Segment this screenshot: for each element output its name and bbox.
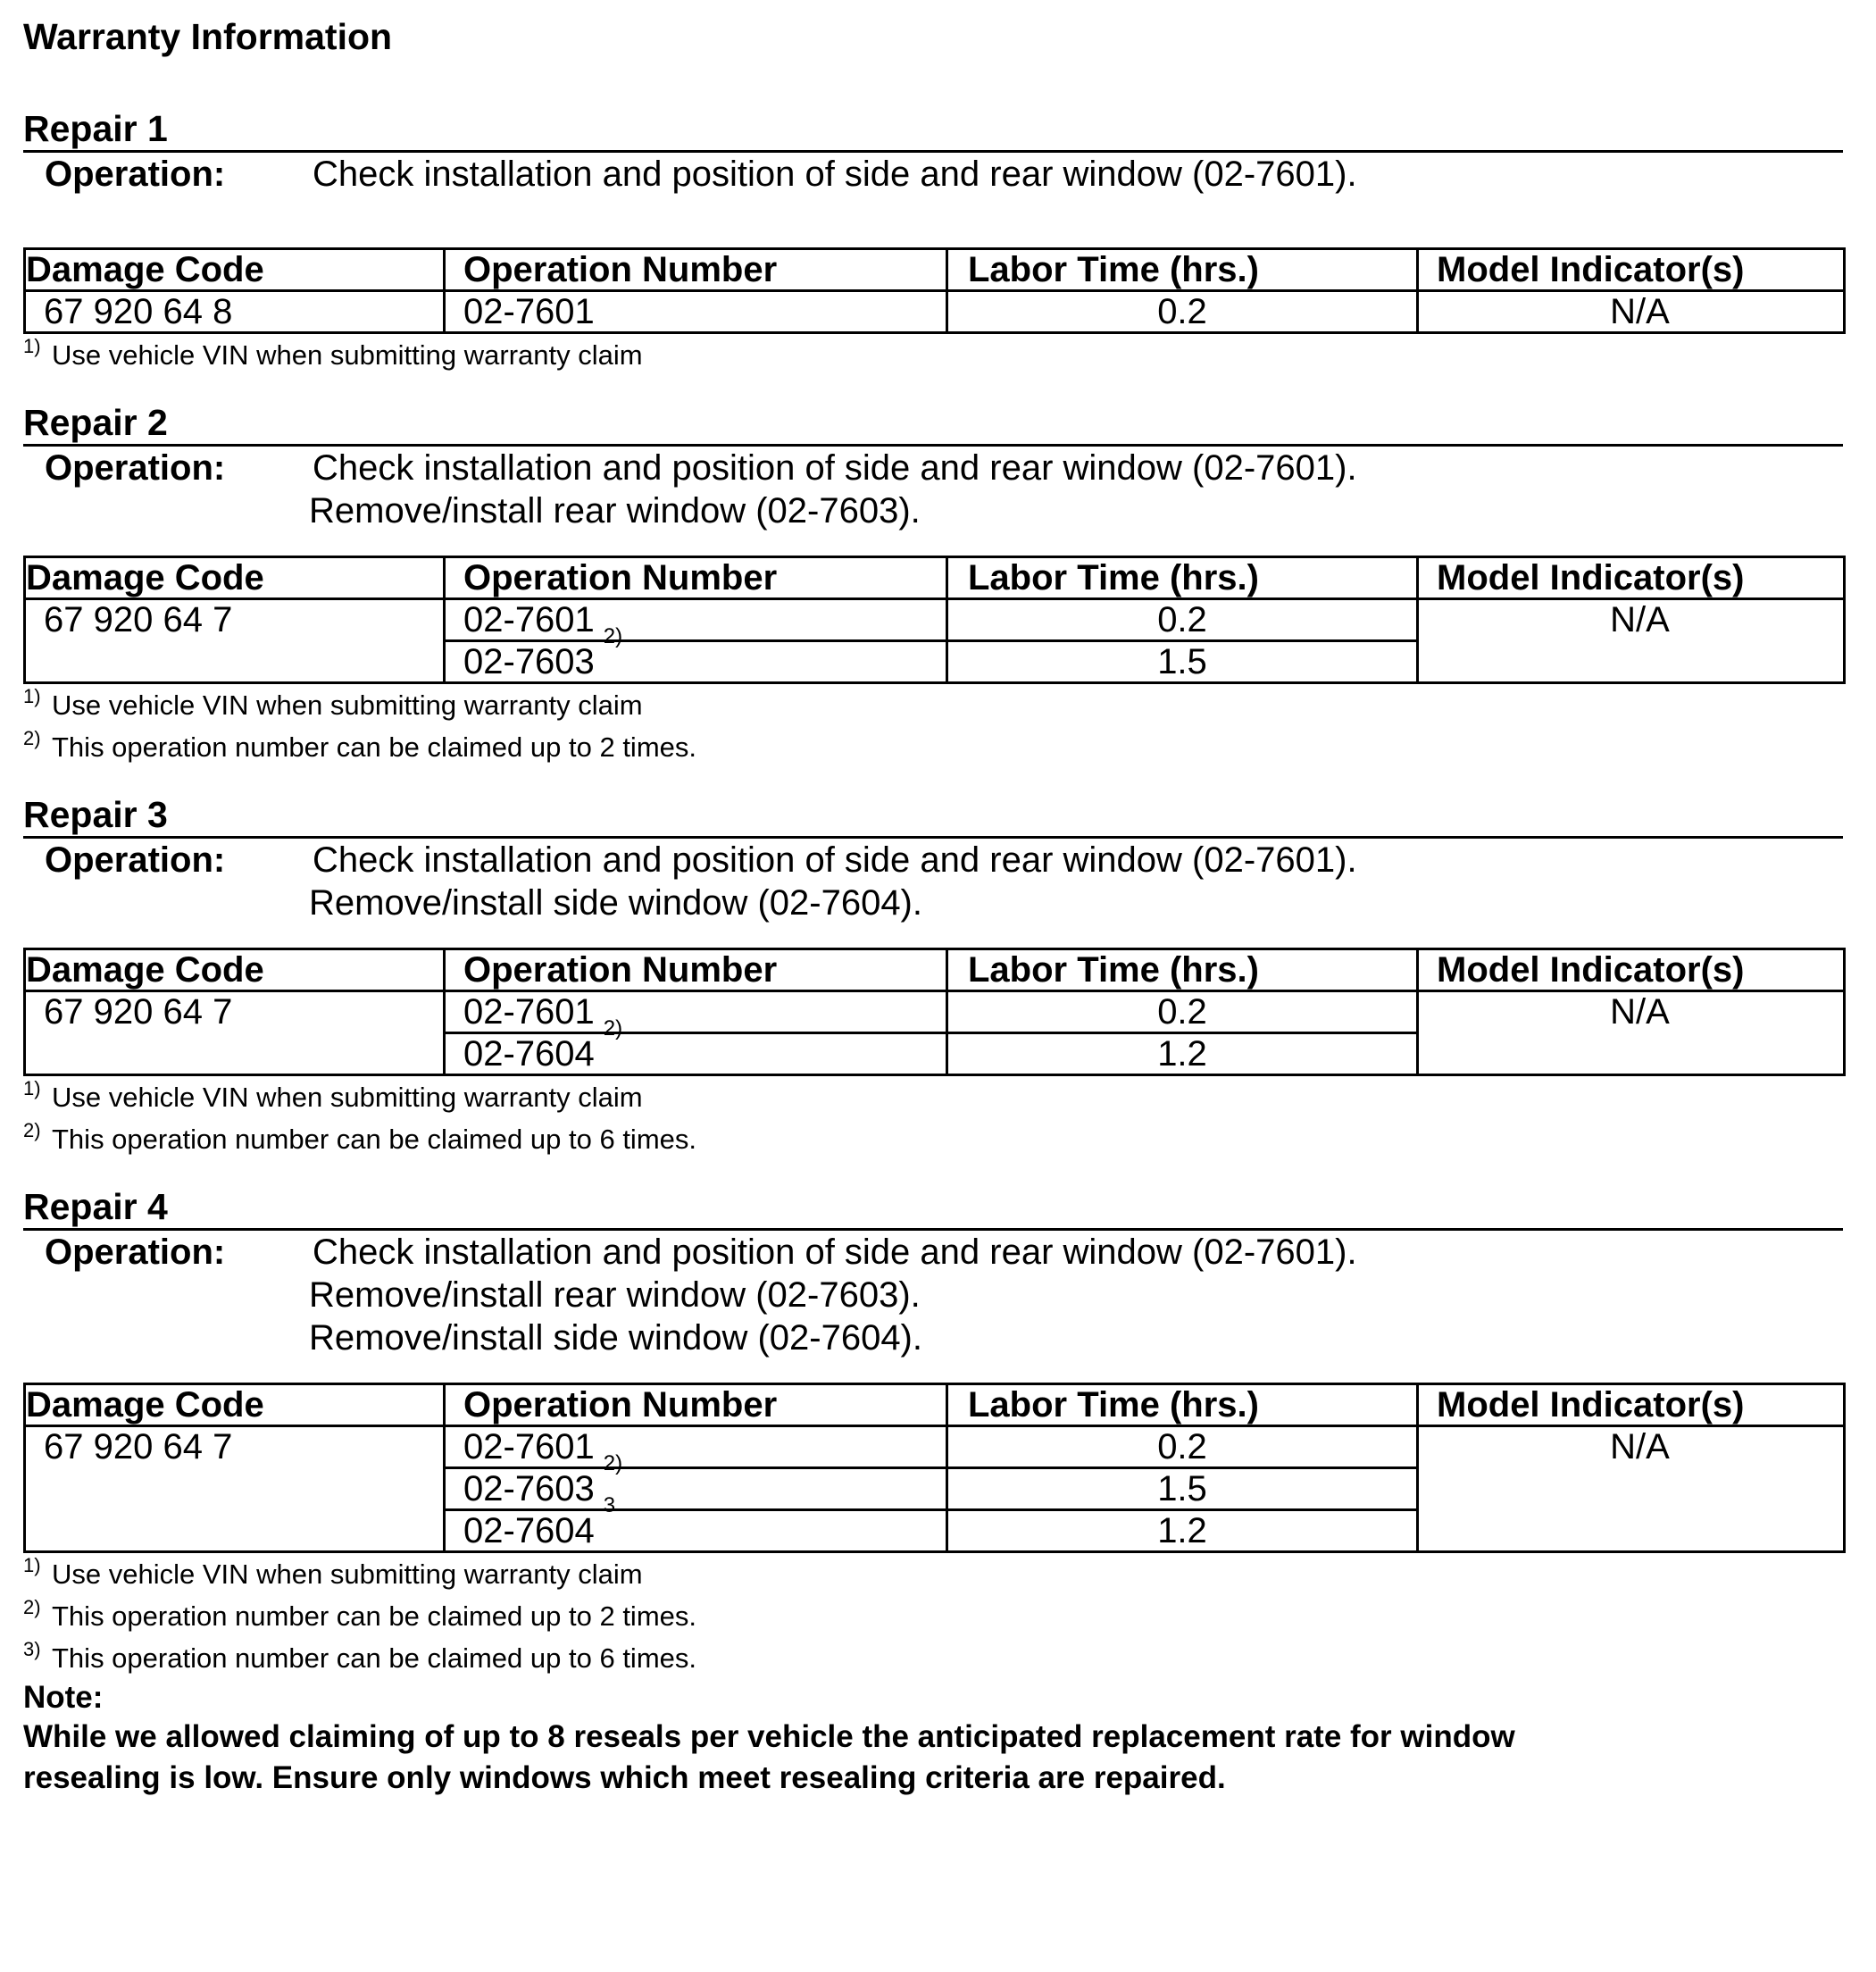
operation-block (23, 447, 1843, 532)
operation-number: 02-7601 (463, 992, 595, 1032)
operation-line: Check installation and position of side and rear window (02-7601). (313, 155, 1357, 194)
repair-title: Repair 2 (23, 403, 1843, 447)
header-damage-code: Damage Code (25, 557, 445, 599)
repair-title: Repair 1 (23, 109, 1843, 153)
footnote-text: This operation number can be claimed up to 6 times. (52, 1642, 696, 1674)
operation-number: 02-7601 (463, 292, 595, 331)
header-model-indicators: Model Indicator(s) (1418, 249, 1845, 291)
labor-time-cell: 1.2 (947, 1510, 1418, 1552)
labor-time-cell: 0.2 (947, 991, 1418, 1033)
operation-number: 02-7603 (463, 1469, 595, 1508)
operation-number: 02-7601 (463, 1427, 595, 1466)
footnote-text: Use vehicle VIN when submitting warranty claim (52, 689, 643, 721)
operation-line: Remove/install rear window (02-7603). (309, 491, 921, 531)
header-model-indicators: Model Indicator(s) (1418, 557, 1845, 599)
repair-section (23, 795, 1843, 1160)
footnote (23, 1595, 1843, 1637)
footnote-text: Use vehicle VIN when submitting warranty claim (52, 1082, 643, 1113)
footnote-ref: 2) (603, 1016, 623, 1040)
header-labor-time: Labor Time (hrs.) (947, 249, 1418, 291)
operation-block (23, 839, 1843, 924)
footnote-mark: 1) (23, 685, 41, 707)
header-operation-number: Operation Number (445, 557, 947, 599)
footnote-text: This operation number can be claimed up to 2 times. (52, 1600, 696, 1632)
operation-lines (309, 839, 1843, 924)
damage-code-cell: 67 920 64 7 (25, 1426, 445, 1552)
footnote (23, 726, 1843, 768)
operation-number-cell (445, 991, 947, 1033)
header-damage-code: Damage Code (25, 249, 445, 291)
warranty-table (23, 948, 1846, 1076)
operation-block (23, 153, 1843, 196)
repair-section (23, 403, 1843, 768)
labor-time-cell: 1.5 (947, 1468, 1418, 1510)
operation-number-cell (445, 1016, 947, 1075)
table-row (25, 291, 1845, 333)
header-model-indicators: Model Indicator(s) (1418, 1384, 1845, 1426)
footnote-text: Use vehicle VIN when submitting warranty claim (52, 339, 643, 371)
warranty-table (23, 556, 1846, 684)
operation-number-cell (445, 1451, 947, 1510)
model-indicator-cell: N/A (1418, 991, 1845, 1075)
operation-number-cell (445, 599, 947, 641)
header-damage-code: Damage Code (25, 949, 445, 991)
warranty-table (23, 1383, 1846, 1553)
labor-time-cell: 1.5 (947, 641, 1418, 683)
header-labor-time: Labor Time (hrs.) (947, 1384, 1418, 1426)
operation-lines (309, 447, 1843, 532)
labor-time-cell: 0.2 (947, 291, 1418, 333)
operation-lines (309, 153, 1843, 196)
operation-line: Remove/install side window (02-7604). (309, 1318, 922, 1358)
warranty-table (23, 247, 1846, 334)
footnote (23, 684, 1843, 726)
operation-label: Operation: (45, 1232, 226, 1272)
table-row (25, 991, 1845, 1033)
footnote-mark: 1) (23, 335, 41, 357)
operation-number-cell (445, 1493, 947, 1552)
footnote-mark: 1) (23, 1554, 41, 1576)
labor-time-cell: 1.2 (947, 1033, 1418, 1075)
damage-code-cell: 67 920 64 8 (25, 291, 445, 333)
footnote-ref: 2) (603, 624, 623, 648)
document-title: Warranty Information (23, 16, 393, 57)
footnote-mark: 2) (23, 1596, 41, 1618)
operation-number-cell (445, 291, 947, 333)
operation-line: Remove/install side window (02-7604). (309, 883, 922, 923)
table-header-row (25, 557, 1845, 599)
model-indicator-cell: N/A (1418, 1426, 1845, 1552)
header-damage-code: Damage Code (25, 1384, 445, 1426)
table-header-row (25, 1384, 1845, 1426)
repair-section (23, 109, 1843, 376)
operation-label: Operation: (45, 155, 226, 194)
footnote (23, 1076, 1843, 1118)
footnote-text: Use vehicle VIN when submitting warranty claim (52, 1558, 643, 1590)
header-operation-number: Operation Number (445, 1384, 947, 1426)
operation-lines (309, 1231, 1843, 1359)
operation-block (23, 1231, 1843, 1359)
footnote-mark: 1) (23, 1077, 41, 1099)
footnote-text: This operation number can be claimed up to 6 times. (52, 1124, 696, 1155)
operation-number-cell (445, 1426, 947, 1468)
header-operation-number: Operation Number (445, 249, 947, 291)
repairs-container (23, 109, 1843, 1679)
header-labor-time: Labor Time (hrs.) (947, 949, 1418, 991)
footnote-mark: 2) (23, 1119, 41, 1141)
labor-time-cell: 0.2 (947, 599, 1418, 641)
footnote (23, 334, 1843, 376)
note-text: While we allowed claiming of up to 8 reseals per vehicle the anticipated replacement rate for window resealing is low. Ensure only windows which meet resealing criteria are repaired. (23, 1719, 1515, 1795)
repair-title: Repair 4 (23, 1187, 1843, 1231)
labor-time-cell: 0.2 (947, 1426, 1418, 1468)
table-header-row (25, 949, 1845, 991)
footnote-mark: 3) (23, 1638, 41, 1660)
footnote-text: This operation number can be claimed up to 2 times. (52, 731, 696, 763)
header-operation-number: Operation Number (445, 949, 947, 991)
footnote (23, 1118, 1843, 1160)
footnote (23, 1637, 1843, 1679)
table-row (25, 599, 1845, 641)
operation-label: Operation: (45, 840, 226, 880)
table-header-row (25, 249, 1845, 291)
operation-number: 02-7601 (463, 600, 595, 639)
operation-number: 02-7604 (463, 1511, 595, 1550)
footnote (23, 1553, 1843, 1595)
operation-line: Check installation and position of side and rear window (02-7601). (313, 448, 1357, 488)
repair-title: Repair 3 (23, 795, 1843, 839)
footnote-mark: 2) (23, 727, 41, 749)
damage-code-cell: 67 920 64 7 (25, 599, 445, 683)
header-model-indicators: Model Indicator(s) (1418, 949, 1845, 991)
operation-label: Operation: (45, 448, 226, 488)
operation-number-cell (445, 624, 947, 683)
note-label: Note: (23, 1680, 104, 1715)
operation-number: 02-7604 (463, 1034, 595, 1074)
model-indicator-cell: N/A (1418, 291, 1845, 333)
operation-line: Check installation and position of side and rear window (02-7601). (313, 1232, 1357, 1272)
table-row (25, 1426, 1845, 1468)
damage-code-cell: 67 920 64 7 (25, 991, 445, 1075)
operation-line: Check installation and position of side and rear window (02-7601). (313, 840, 1357, 880)
footnote-ref: 3 (603, 1493, 616, 1517)
operation-number: 02-7603 (463, 642, 595, 681)
header-labor-time: Labor Time (hrs.) (947, 557, 1418, 599)
document (23, 13, 1843, 1799)
operation-line: Remove/install rear window (02-7603). (309, 1275, 921, 1315)
footnote-ref: 2) (603, 1451, 623, 1475)
repair-section (23, 1187, 1843, 1679)
model-indicator-cell: N/A (1418, 599, 1845, 683)
